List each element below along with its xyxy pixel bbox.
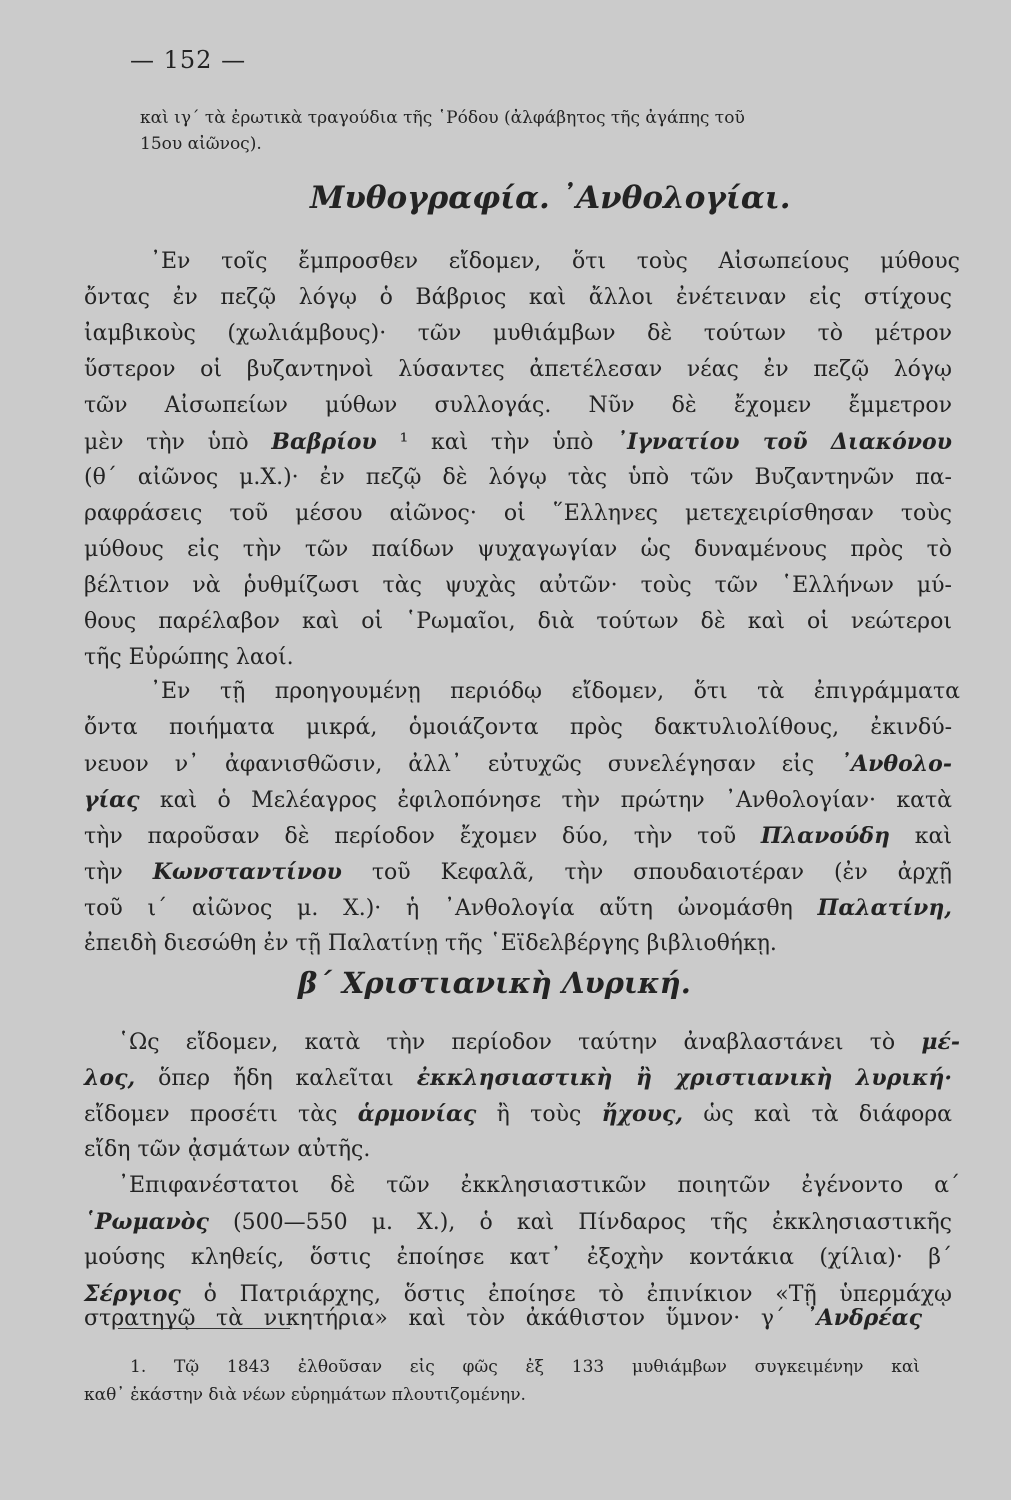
footnote-line-1: 1. Τῷ 1843 ἐλθοῦσαν εἰς φῶς ἐξ 133 μυθιάμβων συγκειμένην καὶ: [130, 1357, 920, 1377]
text-run: ῾Ως εἴδομεν, κατὰ τὴν περίοδον ταύτην ἀναβλαστάνει τὸ: [118, 1030, 896, 1055]
section-heading-christian-lyric: β΄ Χριστιανικὴ Λυρική.: [298, 966, 691, 1000]
text-run: καὶ ὁ Μελέαγρος ἐφιλοπόνησε τὴν πρώτην ᾿Ανθολογίαν· κατὰ: [159, 788, 952, 813]
paragraph-1-line: θους παρέλαβον καὶ οἱ ῾Ρωμαῖοι, διὰ τούτων δὲ καὶ οἱ νεώτεροι: [84, 609, 952, 634]
paragraph-2-line: [84, 858, 952, 887]
name-babrios: Βαβρίου: [271, 429, 377, 455]
name-palatine: Παλατίνη,: [817, 895, 952, 921]
term-anthologias-cont: γίας: [84, 787, 140, 813]
paragraph-1-line: τῆς Εὐρώπης λαοί.: [84, 645, 294, 670]
text-run: ὅπερ ἤδη καλεῖται: [158, 1066, 394, 1091]
text-run: ¹ καὶ τὴν ὑπὸ: [399, 430, 594, 455]
paragraph-1-line: ᾿Εν τοῖς ἔμπροσθεν εἴδομεν, ὅτι τοὺς Αἰσωπείους μύθους: [150, 249, 960, 274]
name-konstantinos: Κωνσταντίνου: [152, 859, 342, 885]
name-planoudes: Πλανούδη: [760, 823, 890, 849]
name-ignatios: ᾿Ιγνατίου τοῦ Διακόνου: [616, 429, 952, 455]
paragraph-2-line: [84, 750, 952, 779]
paragraph-4-line: [84, 1208, 952, 1237]
term-harmonias: ἁρμονίας: [357, 1101, 477, 1127]
paragraph-2-line: ᾿Εν τῇ προηγουμένῃ περιόδῳ εἴδομεν, ὅτι τὰ ἐπιγράμματα: [150, 679, 960, 704]
name-andreas: ᾿Ανδρέας: [805, 1305, 922, 1331]
section-heading-mythography: Μυθογραφία. ᾿Ανθολογίαι.: [310, 180, 791, 216]
text-run: καὶ: [914, 824, 953, 849]
paragraph-3-line: [118, 1028, 960, 1057]
paragraph-3-line: [84, 1064, 952, 1093]
paragraph-1-line: [84, 428, 952, 457]
paragraph-4-line: ᾿Επιφανέστατοι δὲ τῶν ἐκκλησιαστικῶν ποιητῶν ἐγένοντο α΄: [118, 1173, 960, 1198]
paragraph-1-line: μύθους εἰς τὴν τῶν παίδων ψυχαγωγίαν ὡς δυναμένους πρὸς τὸ: [84, 537, 952, 562]
term-echous: ἤχους,: [601, 1101, 684, 1127]
paragraph-2-line: ἐπειδὴ διεσώθη ἐν τῇ Παλατίνῃ τῆς ῾Εϊδελβέργης βιβλιοθήκῃ.: [84, 931, 777, 956]
paragraph-4-line: μούσης κληθείς, ὅστις ἐποίησε κατ᾿ ἐξοχὴν κοντάκια (χίλια)· β΄: [84, 1245, 952, 1270]
term-ecclesiastical-lyric: ἐκκλησιαστικὴ ἢ χριστιανικὴ λυρική·: [416, 1065, 953, 1091]
term-melos-cont: λος,: [84, 1065, 136, 1091]
paragraph-2-line: [84, 894, 952, 923]
text-run: ὁ Πατριάρχης, ὅστις ἐποίησε τὸ ἐπινίκιον «Τῇ ὑπερμάχῳ: [203, 1282, 952, 1307]
top-note-line-1: καὶ ιγ΄ τὰ ἐρωτικὰ τραγούδια τῆς ῾Ρόδου (ἀλφάβητος τῆς ἀγάπης τοῦ: [140, 108, 745, 128]
paragraph-1-line: ὕστερον οἱ βυζαντηνοὶ λύσαντες ἀπετέλεσαν νέας ἐν πεζῷ λόγῳ: [84, 357, 952, 382]
text-run: (500—550 μ. Χ.), ὁ καὶ Πίνδαρος τῆς ἐκκλησιαστικῆς: [233, 1210, 952, 1235]
text-run: στρατηγῷ τὰ νικητήρια» καὶ τὸν ἀκάθιστον ὕμνον· γ΄: [84, 1306, 786, 1331]
paragraph-2-line: [84, 786, 952, 815]
paragraph-2-line: ὄντα ποιήματα μικρά, ὁμοιάζοντα πρὸς δακτυλιολίθους, ἐκινδύ-: [84, 715, 952, 740]
term-anthologias: ᾿Ανθολο-: [840, 751, 952, 777]
term-melos: μέ-: [921, 1029, 960, 1055]
paragraph-1-line: βέλτιον νὰ ῥυθμίζωσι τὰς ψυχὰς αὐτῶν· τοὺς τῶν ῾Ελλήνων μύ-: [84, 573, 952, 598]
text-run: ἢ τοὺς: [496, 1102, 582, 1127]
text-run: εἴδομεν προσέτι τὰς: [84, 1102, 338, 1127]
text-run: τὴν: [84, 860, 123, 885]
paragraph-1-line: τῶν Αἰσωπείων μύθων συλλογάς. Νῦν δὲ ἔχομεν ἔμμετρον: [84, 393, 952, 418]
paragraph-1-line: ὄντας ἐν πεζῷ λόγῳ ὁ Βάβριος καὶ ἄλλοι ἐνέτειναν εἰς στίχους: [84, 285, 952, 310]
footnote-rule: [118, 1328, 290, 1329]
text-run: τοῦ ι΄ αἰῶνος μ. Χ.)· ἡ ᾿Ανθολογία αὕτη ὠνομάσθη: [84, 896, 793, 921]
text-run: τὴν παροῦσαν δὲ περίοδον ἔχομεν δύο, τὴν τοῦ: [84, 824, 737, 849]
text-run: ὡς καὶ τὰ διάφορα: [703, 1102, 953, 1127]
paragraph-1-line: ἰαμβικοὺς (χωλιάμβους)· τῶν μυθιάμβων δὲ τούτων τὸ μέτρον: [84, 321, 952, 346]
text-run: μὲν τὴν ὑπὸ: [84, 430, 249, 455]
text-run: τοῦ Κεφαλᾶ, τὴν σπουδαιοτέραν (ἐν ἀρχῇ: [371, 860, 952, 885]
footnote-line-2: καθ᾿ ἑκάστην διὰ νέων εὑρημάτων πλουτιζομένην.: [84, 1385, 526, 1405]
top-note-line-2: 15ου αἰῶνος).: [140, 134, 262, 154]
paragraph-3-line: εἴδη τῶν ᾀσμάτων αὐτῆς.: [84, 1137, 371, 1162]
paragraph-2-line: [84, 822, 952, 851]
paragraph-1-line: ραφράσεις τοῦ μέσου αἰῶνος· οἱ ῞Ελληνες μετεχειρίσθησαν τοὺς: [84, 501, 952, 526]
paragraph-1-line: (θ΄ αἰῶνος μ.Χ.)· ἐν πεζῷ δὲ λόγῳ τὰς ὑπὸ τῶν Βυζαντηνῶν πα-: [84, 465, 952, 490]
name-sergios: Σέργιος: [84, 1281, 181, 1307]
paragraph-3-line: [84, 1100, 952, 1129]
page-number: — 152 —: [130, 46, 247, 74]
text-run: νευον ν᾿ ἀφανισθῶσιν, ἀλλ᾿ εὐτυχῶς συνελέγησαν εἰς: [84, 752, 815, 777]
name-romanos: ῾Ρωμανὸς: [84, 1209, 209, 1235]
